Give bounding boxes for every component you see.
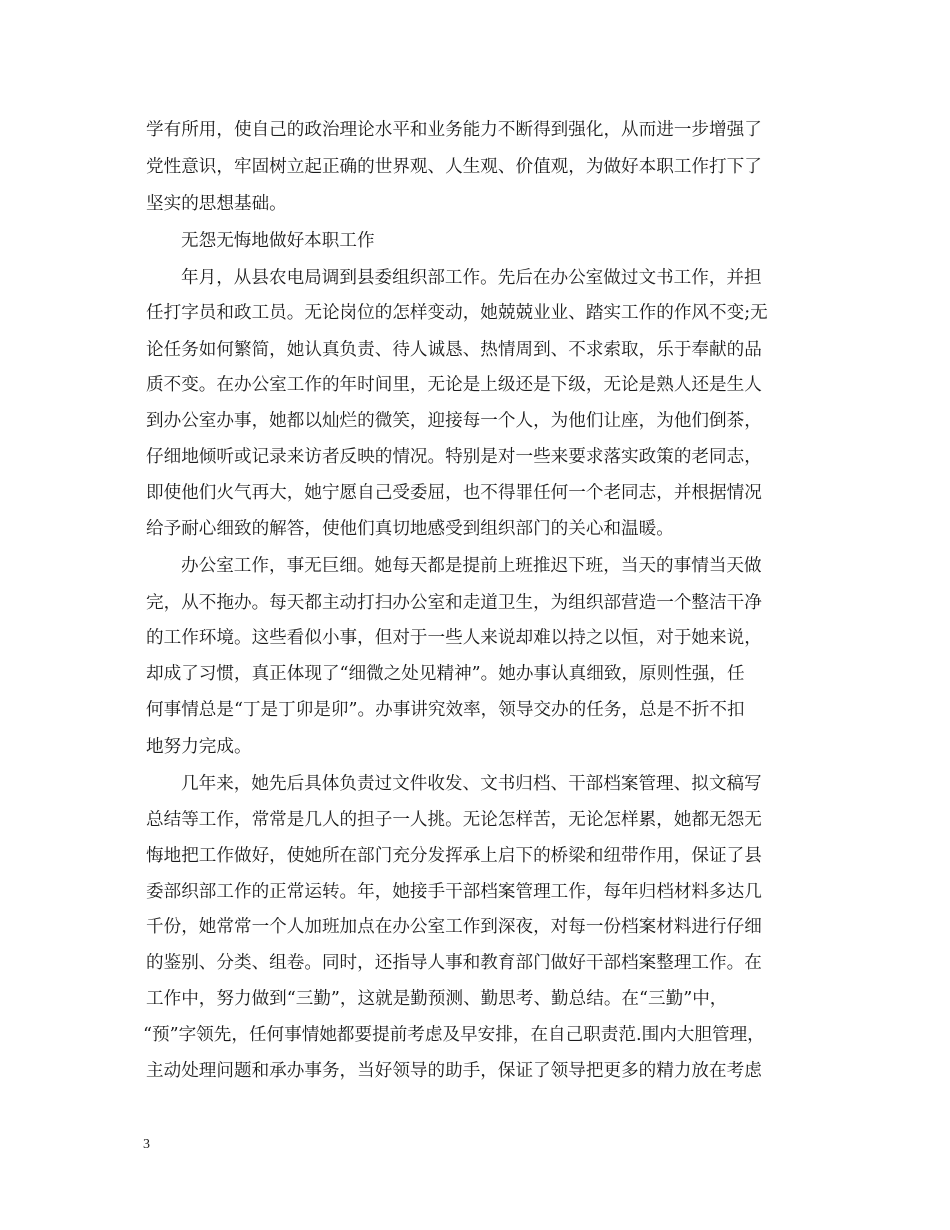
text-line: 却成了习惯，真正体现了“细微之处见精神”。她办事认真细致，原则性强，任 — [146, 664, 745, 684]
text-line: 即使他们火气再大，她宁愿自己受委屈，也不得罪任何一个老同志，并根据情况 — [146, 483, 762, 503]
text-line: 的工作环境。这些看似小事，但对于一些人来说却难以持之以恒，对于她来说， — [146, 628, 762, 648]
text-line: 几年来，她先后具体负责过文件收发、文书归档、干部档案管理、拟文稿写 — [181, 774, 762, 794]
text-line: 任打字员和政工员。无论岗位的怎样变动，她兢兢业业、踏实工作的作风不变;无 — [146, 303, 768, 323]
text-line: 何事情总是“丁是丁卯是卯”。办事讲究效率，领导交办的任务，总是不折不扣 — [146, 700, 745, 720]
text-line: 仔细地倾听或记录来访者反映的情况。特别是对一些来要求落实政策的老同志， — [146, 447, 762, 467]
text-line: 办公室工作，事无巨细。她每天都是提前上班推迟下班，当天的事情当天做 — [181, 556, 762, 576]
text-line: 到办公室办事，她都以灿烂的微笑，迎接每一个人，为他们让座，为他们倒茶， — [146, 411, 762, 431]
text-line: 党性意识，牢固树立起正确的世界观、人生观、价值观，为做好本职工作打下了 — [146, 157, 762, 177]
text-line: 给予耐心细致的解答，使他们真切地感受到组织部门的关心和温暖。 — [146, 519, 674, 539]
text-line: 论任务如何繁简，她认真负责、待人诚恳、热情周到、不求索取，乐于奉献的品 — [146, 340, 762, 360]
text-line: “预”字领先，任何事情她都要提前考虑及早安排，在自己职责范.围内大胆管理， — [143, 1025, 765, 1045]
section-heading: 无怨无悔地做好本职工作 — [181, 231, 375, 251]
text-line: 完，从不拖办。每天都主动打扫办公室和走道卫生，为组织部营造一个整洁干净 — [146, 593, 762, 613]
text-line: 坚实的思想基础。 — [146, 194, 287, 214]
text-line: 年月，从县农电局调到县委组织部工作。先后在办公室做过文书工作，并担 — [181, 268, 762, 288]
text-line: 悔地把工作做好，使她所在部门充分发挥承上启下的桥梁和纽带作用，保证了县 — [146, 846, 762, 866]
text-line: 质不变。在办公室工作的年时间里，无论是上级还是下级，无论是熟人还是生人 — [146, 375, 762, 395]
page-number: 3 — [143, 1137, 150, 1152]
text-line: 主动处理问题和承办事务，当好领导的助手，保证了领导把更多的精力放在考虑 — [146, 1061, 762, 1081]
text-line: 千份，她常常一个人加班加点在办公室工作到深夜，对每一份档案材料进行仔细 — [146, 917, 762, 937]
text-line: 总结等工作，常常是几人的担子一人挑。无论怎样苦，无论怎样累，她都无怨无 — [146, 810, 762, 830]
text-line: 地努力完成。 — [146, 737, 252, 757]
text-line: 工作中，努力做到“三勤”，这就是勤预测、勤思考、勤总结。在“三勤”中， — [146, 989, 728, 1009]
text-line: 的鉴别、分类、组卷。同时，还指导人事和教育部门做好干部档案整理工作。在 — [146, 953, 762, 973]
text-line: 学有所用，使自己的政治理论水平和业务能力不断得到强化，从而进一步增强了 — [146, 120, 762, 140]
text-line: 委部织部工作的正常运转。年，她接手干部档案管理工作，每年归档材料多达几 — [146, 882, 762, 902]
